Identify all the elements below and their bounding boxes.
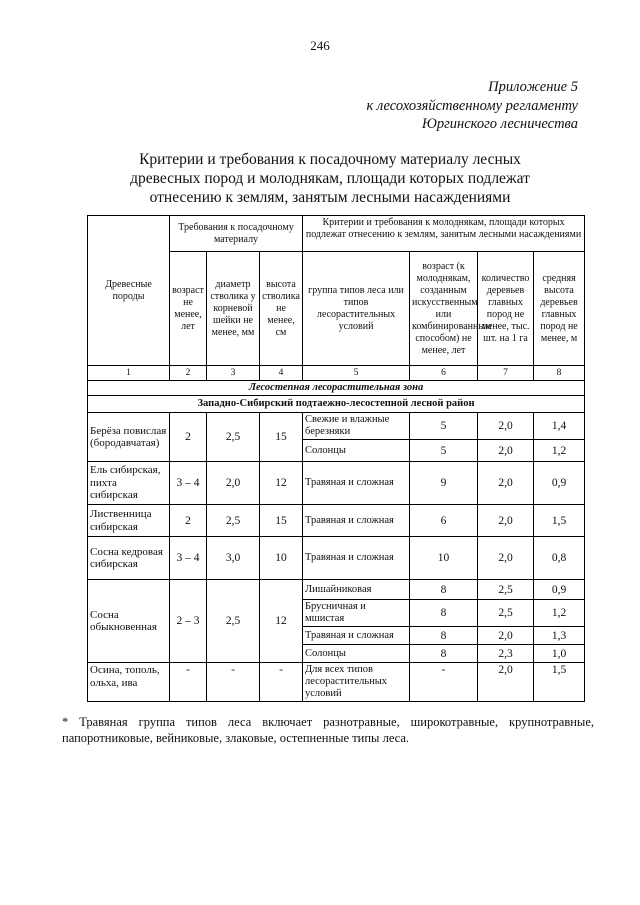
tree-count: 2,0 <box>478 663 534 702</box>
header-planting-material: Требования к посадочному материалу <box>170 216 303 252</box>
stem-height: - <box>260 663 303 702</box>
stem-height: 15 <box>260 413 303 462</box>
column-number: 3 <box>207 366 260 381</box>
table-row <box>88 505 585 537</box>
stem-diameter: 2,0 <box>207 462 260 505</box>
species-name: Осина, тополь, ольха, ива <box>88 663 170 702</box>
stem-diameter: 3,0 <box>207 537 260 580</box>
criteria-table <box>87 215 585 702</box>
species-name: Сосна обыкновенная <box>88 580 170 663</box>
table-row <box>88 462 585 505</box>
appendix-line: Юргинского лесничества <box>421 116 578 132</box>
seedling-age: 3 – 4 <box>170 462 207 505</box>
forest-type-group: Травяная и сложная <box>303 505 410 537</box>
header-young-age: возраст (к молоднякам, созданным искусственным или комбинированным способом) не менее, лет <box>410 252 478 366</box>
seedling-age: - <box>170 663 207 702</box>
young-stand-age: 8 <box>410 627 478 645</box>
title-line: отнесению к землям, занятым лесными насаждениями <box>149 189 511 206</box>
seedling-age: 2 <box>170 413 207 462</box>
table-row <box>88 580 585 600</box>
young-stand-age: - <box>410 663 478 702</box>
average-height: 1,2 <box>534 440 585 462</box>
column-number: 7 <box>478 366 534 381</box>
average-height: 0,9 <box>534 462 585 505</box>
young-stand-age: 5 <box>410 440 478 462</box>
column-number: 6 <box>410 366 478 381</box>
document-title <box>100 150 560 207</box>
tree-count: 2,3 <box>478 645 534 663</box>
forest-type-group: Свежие и влажные березняки <box>303 413 410 440</box>
header-height: высота стволика не менее, см <box>260 252 303 366</box>
young-stand-age: 8 <box>410 645 478 663</box>
young-stand-age: 10 <box>410 537 478 580</box>
title-line: древесных пород и молоднякам, площади которых подлежат <box>130 170 530 187</box>
page-number: 246 <box>310 38 330 53</box>
average-height: 1,2 <box>534 600 585 627</box>
appendix-line: к лесохозяйственному регламенту <box>366 97 578 114</box>
column-number-row <box>88 366 585 381</box>
seedling-age: 2 – 3 <box>170 580 207 663</box>
stem-diameter: - <box>207 663 260 702</box>
tree-count: 2,5 <box>478 580 534 600</box>
header-average-height: средняя высота деревьев главных пород не менее, м <box>534 252 585 366</box>
stem-height: 10 <box>260 537 303 580</box>
column-number: 8 <box>534 366 585 381</box>
table-row <box>88 537 585 580</box>
header-diameter: диаметр стволика у корневой шейки не менее, мм <box>207 252 260 366</box>
average-height: 1,5 <box>534 663 585 702</box>
young-stand-age: 9 <box>410 462 478 505</box>
forest-type-group: Солонцы <box>303 440 410 462</box>
header-forest-group: группа типов леса или типов лесорастительных условий <box>303 252 410 366</box>
forest-type-group: Солонцы <box>303 645 410 663</box>
average-height: 1,5 <box>534 505 585 537</box>
appendix-reference <box>366 78 578 134</box>
tree-count: 2,0 <box>478 627 534 645</box>
average-height: 1,3 <box>534 627 585 645</box>
column-number: 5 <box>303 366 410 381</box>
forest-type-group: Травяная и сложная <box>303 462 410 505</box>
forest-type-group: Травяная и сложная <box>303 627 410 645</box>
stem-height: 12 <box>260 462 303 505</box>
forest-type-group: Травяная и сложная <box>303 537 410 580</box>
stem-diameter: 2,5 <box>207 580 260 663</box>
stem-diameter: 2,5 <box>207 505 260 537</box>
tree-count: 2,0 <box>478 440 534 462</box>
header-young-stands: Критерии и требования к молоднякам, площади которых подлежат отнесению к землям, занятым лесными насаждениями <box>303 216 585 252</box>
tree-count: 2,0 <box>478 537 534 580</box>
young-stand-age: 8 <box>410 600 478 627</box>
header-tree-count: количество деревьев главных пород не менее, тыс. шт. на 1 га <box>478 252 534 366</box>
average-height: 1,4 <box>534 413 585 440</box>
forest-type-group: Лишайниковая <box>303 580 410 600</box>
title-line: Критерии и требования к посадочному материалу лесных <box>139 151 521 168</box>
species-name: Сосна кедровая сибирская <box>88 537 170 580</box>
seedling-age: 2 <box>170 505 207 537</box>
table-row <box>88 413 585 440</box>
column-number: 1 <box>88 366 170 381</box>
column-number: 4 <box>260 366 303 381</box>
stem-diameter: 2,5 <box>207 413 260 462</box>
forest-type-group: Для всех типов лесорастительных условий <box>303 663 410 702</box>
column-number: 2 <box>170 366 207 381</box>
stem-height: 15 <box>260 505 303 537</box>
zone-title: Лесостепная лесорастительная зона <box>88 381 585 396</box>
stem-height: 12 <box>260 580 303 663</box>
tree-count: 2,5 <box>478 600 534 627</box>
table-row <box>88 663 585 702</box>
footnote: * Травяная группа типов леса включает разнотравные, широкотравные, крупнотравные, папоротниковые, вейниковые, злаковые, остепненные типы леса. <box>62 715 594 745</box>
tree-count: 2,0 <box>478 413 534 440</box>
average-height: 0,9 <box>534 580 585 600</box>
young-stand-age: 8 <box>410 580 478 600</box>
species-name: Лиственница сибирская <box>88 505 170 537</box>
header-species: Древесные породы <box>88 216 170 366</box>
species-name: Берёза повислая (бородавчатая) <box>88 413 170 462</box>
young-stand-age: 6 <box>410 505 478 537</box>
forest-type-group: Брусничная и мшистая <box>303 600 410 627</box>
tree-count: 2,0 <box>478 462 534 505</box>
average-height: 1,0 <box>534 645 585 663</box>
district-row <box>88 396 585 413</box>
tree-count: 2,0 <box>478 505 534 537</box>
seedling-age: 3 – 4 <box>170 537 207 580</box>
appendix-line: Приложение 5 <box>488 79 578 95</box>
header-age: возраст не менее, лет <box>170 252 207 366</box>
young-stand-age: 5 <box>410 413 478 440</box>
zone-row <box>88 381 585 396</box>
district-title: Западно-Сибирский подтаежно-лесостепной лесной район <box>88 396 585 413</box>
average-height: 0,8 <box>534 537 585 580</box>
species-name: Ель сибирская, пихта сибирская <box>88 462 170 505</box>
